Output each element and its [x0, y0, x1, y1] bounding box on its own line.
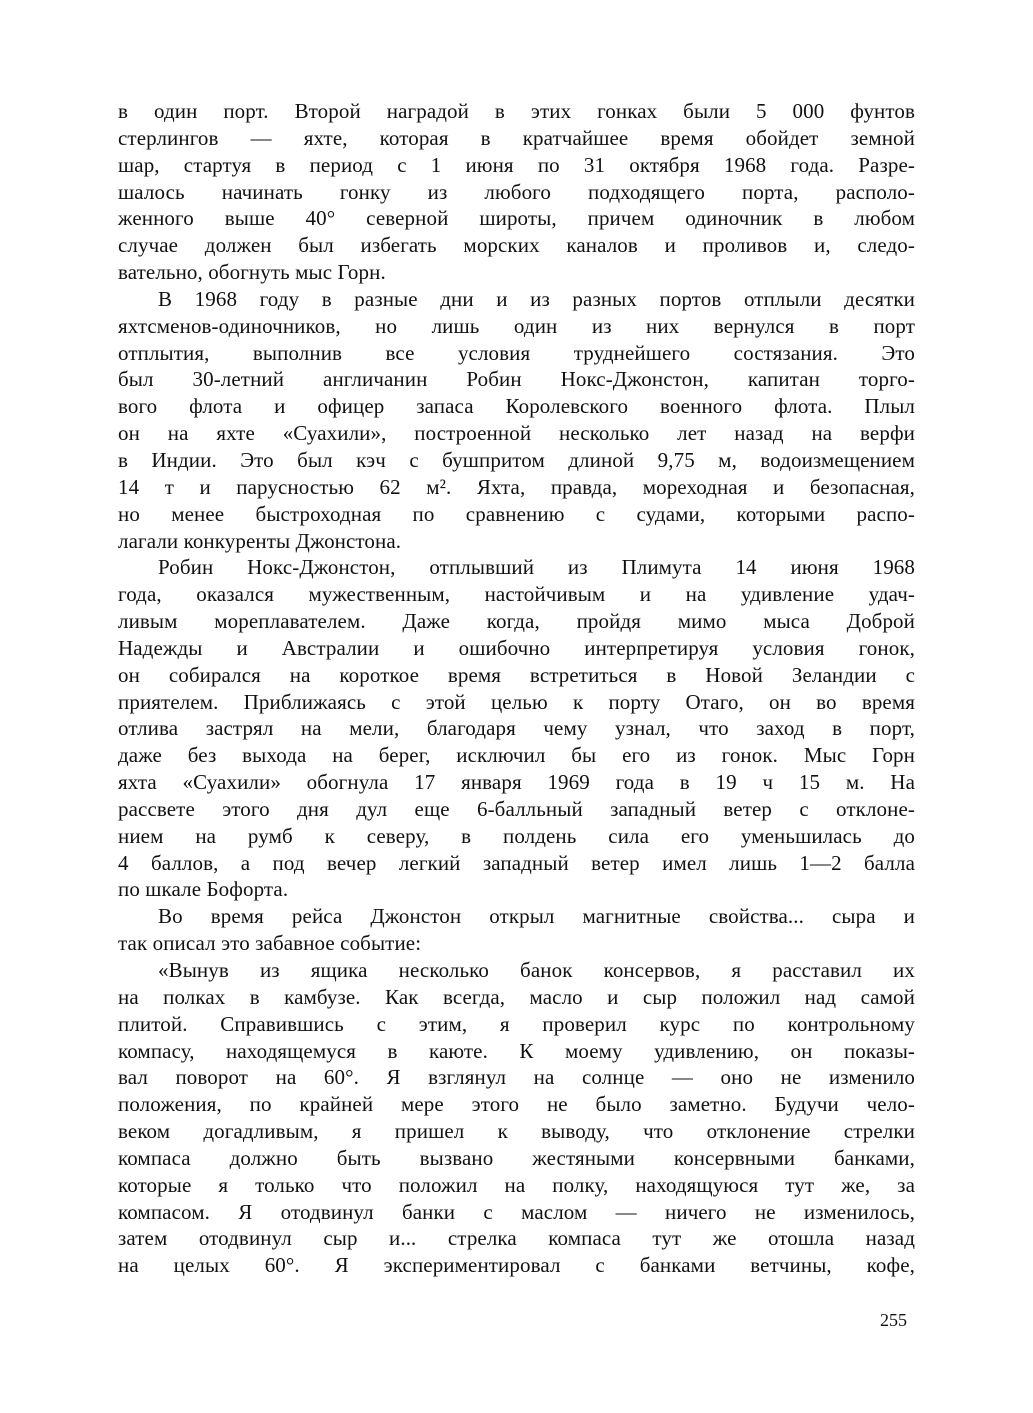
text-line: на полках в камбузе. Как всегда, масло и сыр положил над самой: [118, 984, 915, 1009]
text-line: в один порт. Второй наградой в этих гонках были 5 000 фунтов: [118, 99, 915, 123]
text-line: 14 т и парусностью 62 м². Яхта, правда, мореходная и безопасная,: [118, 474, 915, 499]
text-line: компасу, находящемуся в каюте. К моему удивлению, он показы-: [118, 1038, 915, 1063]
paragraph-3: [118, 554, 915, 903]
text-line: Надежды и Австралии и ошибочно интерпретируя условия гонок,: [118, 635, 915, 660]
text-line: компаса должно быть вызвано жестяными консервными банками,: [118, 1145, 915, 1170]
text-line: отплытия, выполнив все условия труднейшего состязания. Это: [118, 340, 915, 365]
text-line: плитой. Справившись с этим, я проверил курс по контрольному: [118, 1011, 915, 1036]
book-page-text: [118, 98, 915, 1279]
text-line: затем отодвинул сыр и... стрелка компаса тут же отошла назад: [118, 1226, 915, 1251]
text-line: вал поворот на 60°. Я взглянул на солнце — оно не изменило: [118, 1065, 915, 1090]
text-line: шалось начинать гонку из любого подходящего порта, располо-: [118, 179, 915, 204]
text-line: вательно, обогнуть мыс Горн.: [118, 260, 386, 285]
text-line: В 1968 году в разные дни и из разных портов отплыли десятки: [158, 286, 915, 311]
text-line: так описал это забавное событие:: [118, 931, 422, 956]
paragraph-2: [118, 286, 915, 554]
text-line: по шкале Бофорта.: [118, 877, 289, 902]
text-line: Во время рейса Джонстон открыл магнитные свойства... сыра и: [158, 904, 915, 929]
text-line: отлива застрял на мели, благодаря чему узнал, что заход в порт,: [118, 716, 915, 741]
text-line: «Вынув из ящика несколько банок консервов, я расставил их: [158, 958, 915, 982]
text-line: которые я только что положил на полку, находящуюся тут же, за: [118, 1172, 915, 1197]
text-line: ливым мореплавателем. Даже когда, пройдя мимо мыса Доброй: [118, 609, 915, 634]
text-line: веком догадливым, я пришел к выводу, что отклонение стрелки: [118, 1119, 915, 1144]
text-line: даже без выхода на берег, исключил бы его из гонок. Мыс Горн: [118, 743, 915, 768]
text-line: шар, стартуя в период с 1 июня по 31 октября 1968 года. Разре-: [118, 152, 915, 177]
text-line: 4 баллов, а под вечер легкий западный ветер имел лишь 1—2 балла: [118, 850, 915, 875]
text-line: он на яхте «Суахили», построенной несколько лет назад на верфи: [118, 421, 915, 446]
text-line: был 30-летний англичанин Робин Нокс-Джонстон, капитан торго-: [118, 367, 915, 392]
text-line: рассвете этого дня дул еще 6-балльный западный ветер с отклоне-: [118, 796, 915, 821]
text-line: компасом. Я отодвинул банки с маслом — ничего не изменилось,: [118, 1199, 915, 1224]
paragraph-1: [118, 98, 915, 286]
text-line: нием на румб к северу, в полдень сила его уменьшилась до: [118, 823, 915, 848]
text-line: вого флота и офицер запаса Королевского военного флота. Плыл: [118, 394, 915, 419]
page-number: 255: [880, 1310, 907, 1330]
text-line: но менее быстроходная по сравнению с судами, которыми распо-: [118, 501, 915, 526]
text-line: Робин Нокс-Джонстон, отплывший из Плимута 14 июня 1968: [158, 555, 915, 580]
paragraph-5-quote: [118, 957, 915, 1279]
text-line: года, оказался мужественным, настойчивым и на удивление удач-: [118, 582, 915, 607]
text-line: на целых 60°. Я экспериментировал с банками ветчины, кофе,: [118, 1253, 915, 1278]
text-line: яхта «Суахили» обогнула 17 января 1969 года в 19 ч 15 м. На: [118, 770, 915, 795]
text-line: стерлингов — яхте, которая в кратчайшее время обойдет земной: [118, 125, 915, 150]
text-line: яхтсменов-одиночников, но лишь один из них вернулся в порт: [118, 313, 915, 338]
text-line: он собирался на короткое время встретиться в Новой Зеландии с: [118, 662, 915, 687]
text-line: случае должен был избегать морских каналов и проливов и, следо-: [118, 233, 915, 258]
text-line: положения, по крайней мере этого не было заметно. Будучи чело-: [118, 1092, 915, 1117]
text-line: приятелем. Приближаясь с этой целью к порту Отаго, он во время: [118, 689, 915, 714]
paragraph-4: [118, 903, 915, 957]
text-line: в Индии. Это был кэч с бушпритом длиной 9,75 м, водоизмещением: [118, 447, 915, 472]
text-line: женного выше 40° северной широты, причем одиночник в любом: [118, 206, 915, 231]
text-line: лагали конкуренты Джонстона.: [118, 528, 402, 553]
